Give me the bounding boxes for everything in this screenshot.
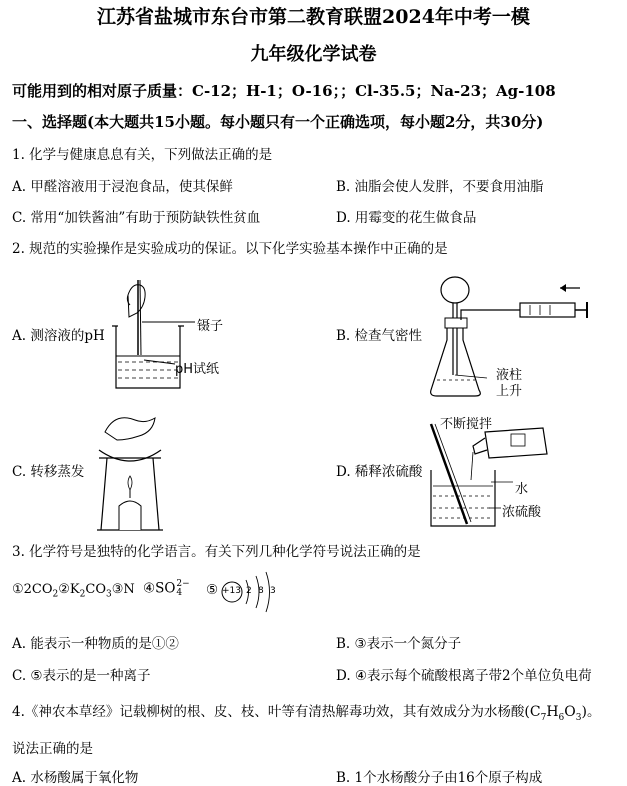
q4-option-b: B. 1个水杨酸分子由16个原子构成 xyxy=(336,770,543,786)
q3-option-a: A. 能表示一种物质的是①② xyxy=(12,636,179,652)
ph-test-figure xyxy=(100,270,230,400)
q2-option-c: C. 转移蒸发 xyxy=(12,464,85,480)
atom-shell-3: 3 xyxy=(270,586,276,596)
salicylic-acid-formula: $(C_7H_6O_3)$ xyxy=(524,704,587,723)
q1-option-b: B. 油脂会使人发胖，不要食用油脂 xyxy=(336,179,544,195)
symbol-atom-label: ⑤ xyxy=(206,582,219,598)
q3-option-b: B. ③表示一个氮分子 xyxy=(336,636,462,652)
q1-option-c: C. 常用“加铁酱油”有助于预防缺铁性贫血 xyxy=(12,210,261,226)
label-water: 水 xyxy=(515,482,529,497)
label-stir: 不断搅拌 xyxy=(440,417,493,432)
q1-stem: 1. 化学与健康息息有关，下列做法正确的是 xyxy=(12,147,273,163)
q4-option-a: A. 水杨酸属于氧化物 xyxy=(12,770,139,786)
q2-option-b: B. 检查气密性 xyxy=(336,328,423,344)
label-ph-paper: pH试纸 xyxy=(175,362,220,377)
atomic-masses: 可能用到的相对原子质量：C-12；H-1；O-16；；Cl-35.5；Na-23；Ag-108 xyxy=(12,82,556,100)
q3-option-c: C. ⑤表示的是一种离子 xyxy=(12,668,151,684)
atom-shell-2: 8 xyxy=(258,586,264,596)
q4-stem-b: 说法正确的是 xyxy=(12,741,93,757)
q3-option-d: D. ④表示每个硫酸根离子带2个单位负电荷 xyxy=(336,668,592,684)
label-tweezers: 镊子 xyxy=(197,319,224,334)
section-heading: 一、选择题(本大题共15小题。每小题只有一个正确选项，每小题2分，共30分) xyxy=(12,113,544,131)
q3-symbols xyxy=(12,582,135,600)
q2-option-a: A. 测溶液的pH xyxy=(12,328,105,344)
q1-option-a: A. 甲醛溶液用于浸泡食品，使其保鲜 xyxy=(12,179,233,195)
symbol-k2co3: $②K_2CO_3$ xyxy=(58,582,112,600)
label-conc-acid: 浓硫酸 xyxy=(502,505,542,520)
q4-stem: 4.《神农本草经》记载柳树的根、皮、枝、叶等有清热解毒功效，其有效成分为水杨酸$(C_7H_6O_3)$。 xyxy=(12,704,601,723)
q2-stem: 2. 规范的实验操作是实验成功的保证。以下化学实验基本操作中正确的是 xyxy=(12,241,448,257)
label-rise: 上升 xyxy=(496,384,523,399)
symbol-2co2: $①2CO_2$ xyxy=(12,582,59,600)
dilute-acid-figure xyxy=(425,420,575,530)
q2-option-d: D. 稀释浓硫酸 xyxy=(336,464,423,480)
atom-shell-1: 2 xyxy=(246,586,252,596)
page-subtitle: 九年级化学试卷 xyxy=(250,44,377,65)
page-title: 江苏省盐城市东台市第二教育联盟2024年中考一模 xyxy=(97,6,530,28)
q3-stem: 3. 化学符号是独特的化学语言。有关下列几种化学符号说法正确的是 xyxy=(12,544,421,560)
evaporation-figure xyxy=(95,410,175,540)
symbol-n: ③N xyxy=(111,582,135,597)
atom-nucleus: +13 xyxy=(222,586,241,596)
q1-option-d: D. 用霉变的花生做食品 xyxy=(336,210,477,226)
symbol-so4: ④SO 2− 4 xyxy=(143,579,190,598)
label-liquid-column: 液柱 xyxy=(496,368,523,383)
